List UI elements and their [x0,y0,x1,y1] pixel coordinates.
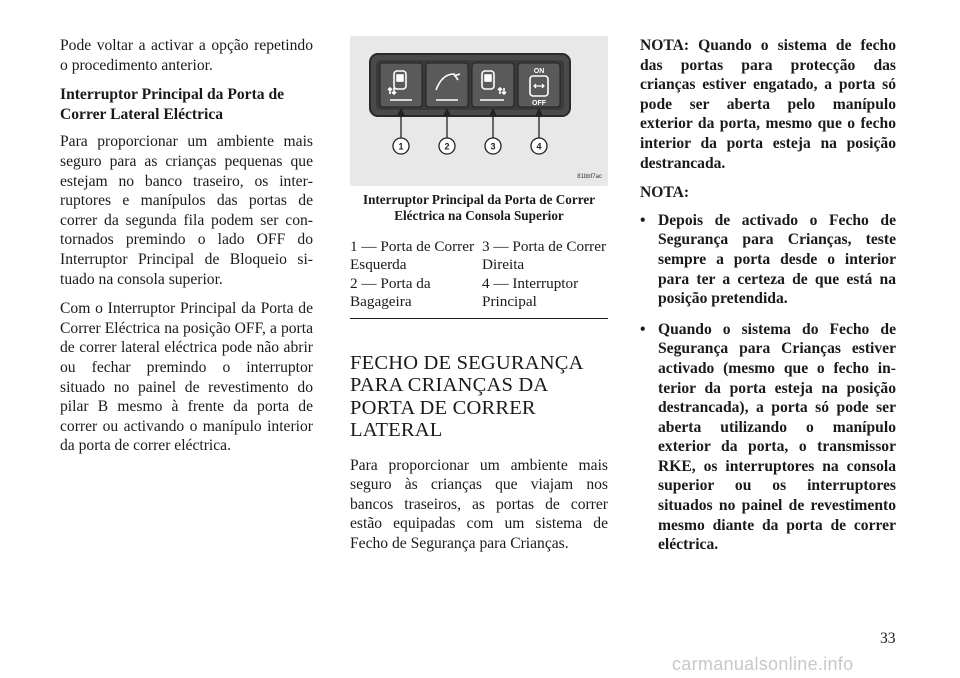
list-item-text: Quando o sistema do Fecho de Segurança para Crianças estiver activado (mesmo que o fecho interior da porta esteja na posição destrancada), a porta só pode ser aberta utilizando o manípulo exterior da porta, o transmissor RKE, os interruptores na consola superior ou os interruptores situados no painel de revestimento mesmo diante da porta de correr eléctrica. [658,320,896,554]
figure-legend [350,238,608,312]
on-label: ON [533,68,545,75]
off-label: OFF [532,100,546,107]
legend-item-3: 3 — Porta de Correr Direita [482,238,606,274]
section-subheading: Interruptor Principal da Porta de Correr Lateral Eléctrica [60,86,285,123]
left-paragraph-3: Com o Interruptor Principal da Porta de Correr Eléctrica na posição OFF, a porta de correr lateral eléctrica pode não abrir ou fechar premindo o interruptor situado no painel de revestimento do pilar B mesmo à frente da porta de correr ou activando o manípulo interior da porta de correr eléctrica. [60,300,313,455]
list-item-text: Depois de activado o Fecho de Segurança para Crianças, teste sempre a porta desde o interior para ter a certeza de que está na posição pretendida. [658,211,896,308]
callout-1-label: 1 [398,141,404,152]
section-heading: FECHO DE SEGURANÇA PARA CRIANÇAS DA PORTA DE CORRER LATERAL [350,351,583,442]
right-column [640,36,896,566]
left-paragraph-1: Pode voltar a activar a opção repetindo o procedimento anterior. [60,37,313,74]
callout-4-label: 4 [536,141,542,152]
page-number: 33 [880,630,896,647]
bullet-icon: • [640,211,646,229]
legend-item-1: 1 — Porta de Correr Esquerda [350,238,474,274]
switch-panel-illustration [350,36,608,186]
middle-column [350,36,608,564]
note-label: NOTA: [640,184,690,202]
legend-item-2: 2 — Porta da Bagageira [350,274,431,311]
switch-panel-figure [350,36,608,186]
list-item [640,320,896,555]
list-item [640,211,896,309]
watermark: carmanualsonline.info [672,654,854,674]
callout-2-label: 2 [444,141,450,152]
figure-caption: Interruptor Principal da Porta de Correr Eléctrica na Consola Superior [362,192,596,223]
middle-paragraph: Para proporcionar um ambiente mais seguro às crianças que viajam nos bancos traseiros, as portas de correr estão equipadas com um sistema de Fecho de Segurança para Crianças. [350,456,608,552]
bullet-icon: • [640,320,646,338]
note-paragraph: NOTA: Quando o sistema de fecho das portas para protecção das crianças estiver engatado, a porta só pode ser aberta pelo manípulo exterior da porta, mesmo que o fecho interior da porta esteja na posição destrancada. [640,37,896,172]
left-column [60,36,313,466]
callout-3-label: 3 [490,141,496,152]
legend-item-4: 4 — Interruptor Principal [482,274,579,311]
left-paragraph-2: Para proporcionar um ambiente mais seguro para as crianças pequenas que estejam no banco traseiro, os interruptores e manípulos das portas de correr da segunda fila podem ser contornados premindo o lado OFF do Interruptor Principal de Bloqueio situado na consola superior. [60,133,313,288]
figure-code: 81bbf7ac [577,174,602,180]
note-bullet-list [640,211,896,555]
legend-divider [350,318,608,319]
